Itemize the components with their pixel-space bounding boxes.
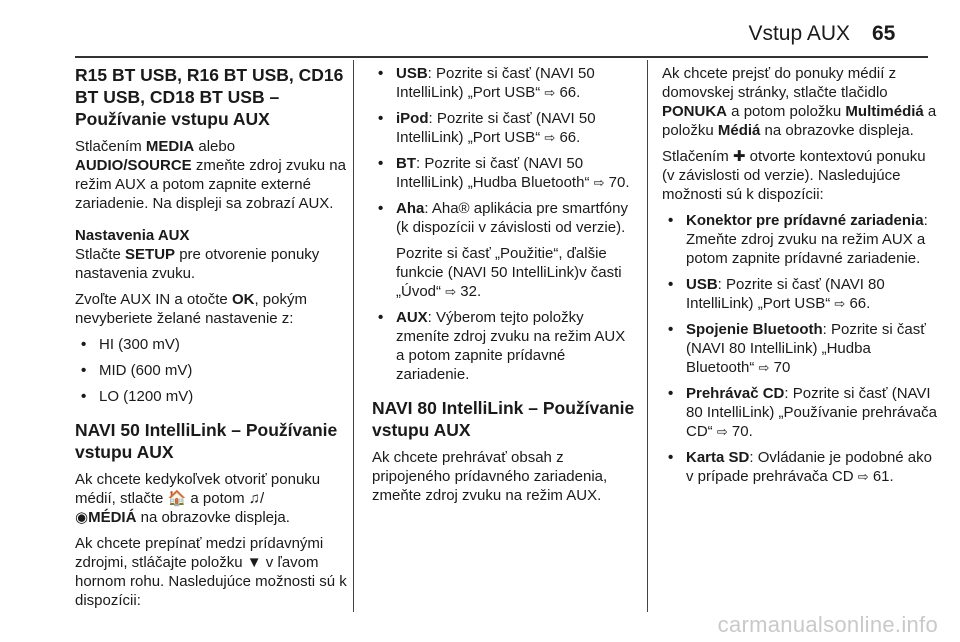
list-item-usb-navi80: • USB: Pozrite si časť (NAVI 80 IntelliLink) „Port USB“ ⇨ 66. (662, 275, 937, 313)
paragraph-context-menu: Stlačením ✚ otvorte kontextovú ponuku (v závislosti od verzie). Nasledujúce možnosti sú k dispozícii: (662, 148, 926, 203)
list-item-aux: • AUX: Výberom tejto položky zmeníte zdroj zvuku na režim AUX a potom zapnite prídavné zariadenie. (372, 308, 636, 384)
list-item-sd-card: • Karta SD: Ovládanie je podobné ako v prípade prehrávača CD ⇨ 61. (662, 448, 937, 486)
music-note-icon: ♫/ (248, 490, 265, 507)
page-ref-arrow-icon: ⇨ (857, 469, 869, 484)
header-rule (75, 56, 928, 58)
section-heading-r15: R15 BT USB, R16 BT USB, CD16 BT USB, CD18 BT USB – Používanie vstupu AUX (75, 65, 344, 129)
column-divider-1 (353, 60, 354, 612)
section-heading-navi50: NAVI 50 IntelliLink – Používanie vstupu AUX (75, 420, 338, 462)
list-item-ipod: • iPod: Pozrite si časť (NAVI 50 IntelliLink) „Port USB“ ⇨ 66. (372, 109, 636, 147)
column-1 (75, 64, 347, 617)
aha-note: Pozrite si časť „Použitie“, ďalšie funkcie (NAVI 50 IntelliLink)v časti „Úvod“ ⇨ 32. (396, 245, 622, 300)
page-ref-arrow-icon: ⇨ (834, 296, 846, 311)
list-item-aux-connector: • Konektor pre prídavné zariadenia: Zmeňte zdroj zvuku na režim AUX a potom zapnite prídavné zariadenie. (662, 211, 937, 268)
section-heading-navi80: NAVI 80 IntelliLink – Používanie vstupu AUX (372, 398, 635, 440)
subheading-aux-settings: Nastavenia AUX (75, 227, 190, 244)
footer (0, 612, 960, 638)
plus-icon: ✚ (732, 148, 746, 165)
column-3 (662, 64, 937, 493)
list-item-mid: • MID (600 mV) (75, 361, 347, 380)
paragraph-open-media-navi80: Ak chcete prejsť do ponuky médií z domovskej stránky, stlačte tlačidlo PONUKA a potom položku Multimédiá a položku Médiá na obrazovke displeja. (662, 65, 937, 139)
list-item-usb: • USB: Pozrite si časť (NAVI 50 IntelliLink) „Port USB“ ⇨ 66. (372, 64, 636, 102)
paragraph-setup: Stlačte SETUP pre otvorenie ponuky nastavenia zvuku. (75, 246, 320, 282)
page-ref-arrow-icon: ⇨ (544, 85, 556, 100)
paragraph-navi80: Ak chcete prehrávať obsah z pripojeného prídavného zariadenia, zmeňte zdroj zvuku na režim AUX. (372, 449, 608, 504)
list-item-bt: • BT: Pozrite si časť (NAVI 50 IntelliLink) „Hudba Bluetooth“ ⇨ 70. (372, 154, 636, 192)
column-2 (372, 64, 636, 512)
watermark: carmanualsonline.info (717, 612, 938, 637)
paragraph-aux-in: Zvoľte AUX IN a otočte OK, pokým nevyberiete želané nastavenie z: (75, 291, 307, 327)
page-ref-arrow-icon: ⇨ (445, 284, 457, 299)
list-item-hi: • HI (300 mV) (75, 335, 347, 354)
paragraph-switch-sources: Ak chcete prepínať medzi prídavnými zdrojmi, stláčajte položku ▼ v ľavom hornom rohu. Nasledujúce možnosti sú k dispozícii: (75, 535, 347, 609)
page-ref-arrow-icon: ⇨ (758, 360, 770, 375)
page-ref-arrow-icon: ⇨ (716, 424, 728, 439)
page-ref-arrow-icon: ⇨ (544, 130, 556, 145)
triangle-down-icon: ▼ (246, 554, 262, 571)
home-icon: 🏠 (167, 490, 187, 507)
list-item-bluetooth: • Spojenie Bluetooth: Pozrite si časť (NAVI 80 IntelliLink) „Hudba Bluetooth“ ⇨ 70 (662, 320, 937, 377)
list-item-lo: • LO (1200 mV) (75, 387, 347, 406)
paragraph-media-source: Stlačením MEDIA alebo AUDIO/SOURCE zmeňte zdroj zvuku na režim AUX a potom zapnite externé zariadenie. Na displeji sa zobrazí AUX. (75, 138, 346, 212)
page-ref-arrow-icon: ⇨ (593, 175, 605, 190)
media-disc-icon: ◉ (75, 509, 89, 526)
paragraph-open-media: Ak chcete kedykoľvek otvoriť ponuku médií, stlačte 🏠 a potom ♫/ ◉MÉDIÁ na obrazovke displeja. (75, 471, 321, 526)
column-divider-2 (647, 60, 648, 612)
page-number: 65 (872, 22, 896, 45)
page-header-title: Vstup AUX (748, 22, 850, 45)
list-item-aha: • Aha: Aha® aplikácia pre smartfóny (k dispozícii v závislosti od verzie). (372, 199, 636, 237)
list-item-cd-player: • Prehrávač CD: Pozrite si časť (NAVI 80 IntelliLink) „Používanie prehrávača CD“ ⇨ 70. (662, 384, 937, 441)
